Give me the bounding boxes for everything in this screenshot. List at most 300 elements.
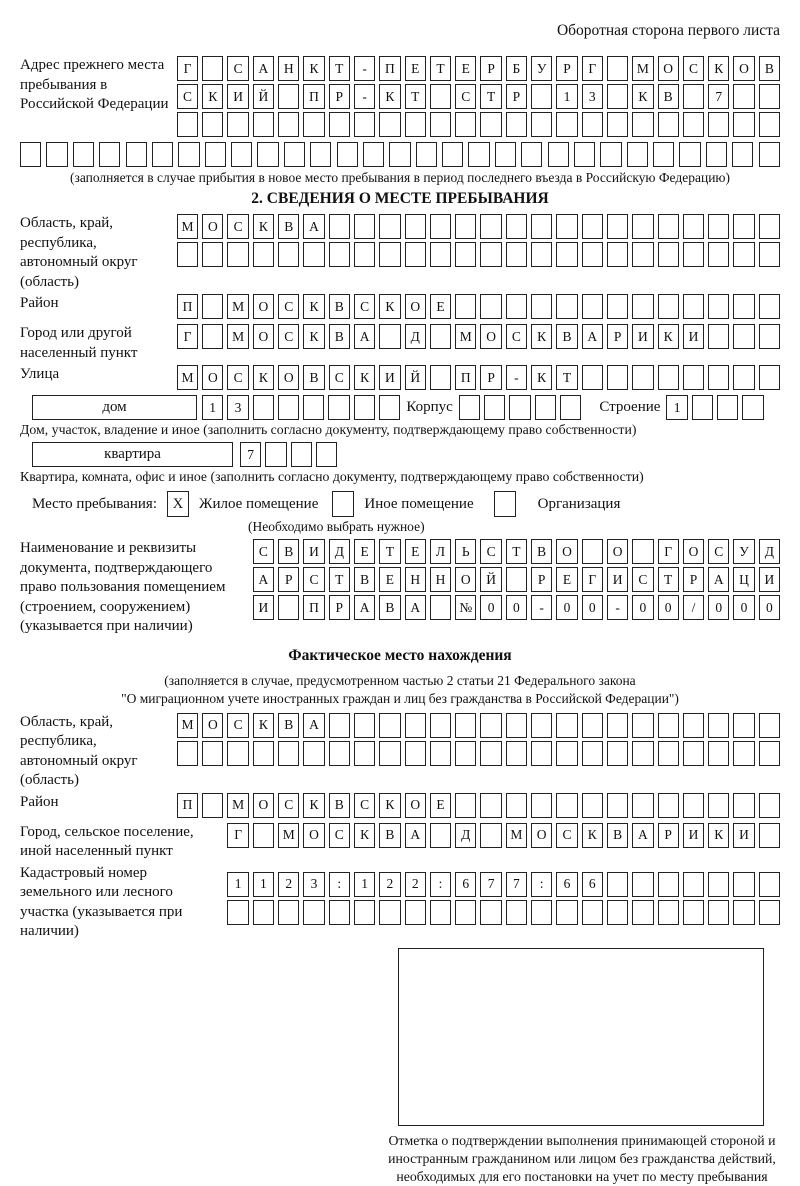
char-cell[interactable] [607, 112, 628, 137]
char-cell[interactable] [683, 294, 704, 319]
char-cell[interactable] [708, 713, 729, 738]
char-cell[interactable] [582, 793, 603, 818]
char-cell[interactable]: К [253, 365, 274, 390]
char-cell[interactable] [430, 741, 451, 766]
char-cell[interactable] [759, 84, 780, 109]
char-cell[interactable] [227, 242, 248, 267]
char-cell[interactable]: Е [405, 56, 426, 81]
char-cell[interactable]: С [329, 823, 350, 848]
char-cell[interactable]: И [227, 84, 248, 109]
char-cell[interactable]: С [227, 56, 248, 81]
char-cell[interactable] [658, 872, 679, 897]
char-cell[interactable]: В [556, 324, 577, 349]
checkbox-organizatsiya[interactable] [494, 491, 516, 517]
char-cell[interactable] [405, 741, 426, 766]
char-cell[interactable]: Е [430, 294, 451, 319]
char-cell[interactable]: 2 [278, 872, 299, 897]
char-cell[interactable]: Б [506, 56, 527, 81]
char-cell[interactable] [632, 214, 653, 239]
char-cell[interactable] [692, 395, 713, 420]
char-cell[interactable] [632, 900, 653, 925]
char-cell[interactable]: К [379, 84, 400, 109]
char-cell[interactable] [379, 741, 400, 766]
char-cell[interactable] [278, 741, 299, 766]
char-cell[interactable] [430, 324, 451, 349]
char-cell[interactable]: 0 [733, 595, 754, 620]
char-cell[interactable] [683, 872, 704, 897]
char-cell[interactable]: И [253, 595, 274, 620]
checkbox-inoe[interactable] [332, 491, 354, 517]
dom-box[interactable]: дом [32, 395, 197, 420]
char-cell[interactable] [328, 395, 349, 420]
char-cell[interactable] [607, 242, 628, 267]
char-cell[interactable] [582, 539, 603, 564]
char-cell[interactable] [416, 142, 437, 167]
char-cell[interactable] [278, 395, 299, 420]
char-cell[interactable]: М [455, 324, 476, 349]
char-cell[interactable] [708, 793, 729, 818]
char-cell[interactable] [683, 793, 704, 818]
char-cell[interactable] [556, 242, 577, 267]
char-cell[interactable]: Д [405, 324, 426, 349]
char-cell[interactable] [177, 242, 198, 267]
char-cell[interactable] [484, 395, 505, 420]
char-cell[interactable] [480, 713, 501, 738]
char-cell[interactable] [303, 395, 324, 420]
char-cell[interactable] [574, 142, 595, 167]
char-cell[interactable]: Т [329, 567, 350, 592]
char-cell[interactable] [430, 595, 451, 620]
char-cell[interactable] [265, 442, 286, 467]
char-cell[interactable] [531, 294, 552, 319]
char-cell[interactable]: В [278, 214, 299, 239]
char-cell[interactable]: - [531, 595, 552, 620]
char-cell[interactable]: В [278, 713, 299, 738]
char-cell[interactable]: - [354, 56, 375, 81]
char-cell[interactable]: П [177, 793, 198, 818]
char-cell[interactable]: Й [253, 84, 274, 109]
char-cell[interactable] [480, 793, 501, 818]
char-cell[interactable]: С [227, 214, 248, 239]
char-cell[interactable]: К [708, 56, 729, 81]
char-cell[interactable] [733, 741, 754, 766]
char-cell[interactable] [531, 214, 552, 239]
char-cell[interactable] [759, 823, 780, 848]
char-cell[interactable]: Е [379, 567, 400, 592]
char-cell[interactable] [632, 294, 653, 319]
char-cell[interactable] [607, 900, 628, 925]
char-cell[interactable]: 2 [379, 872, 400, 897]
char-cell[interactable]: Т [556, 365, 577, 390]
char-cell[interactable] [706, 142, 727, 167]
char-cell[interactable]: Е [354, 539, 375, 564]
char-cell[interactable] [556, 294, 577, 319]
char-cell[interactable] [582, 214, 603, 239]
char-cell[interactable] [683, 900, 704, 925]
char-cell[interactable] [531, 793, 552, 818]
char-cell[interactable] [329, 741, 350, 766]
char-cell[interactable]: А [253, 567, 274, 592]
char-cell[interactable] [354, 900, 375, 925]
char-cell[interactable]: П [303, 595, 324, 620]
char-cell[interactable] [759, 242, 780, 267]
char-cell[interactable] [329, 112, 350, 137]
char-cell[interactable]: 0 [658, 595, 679, 620]
char-cell[interactable] [733, 242, 754, 267]
char-cell[interactable] [759, 214, 780, 239]
char-cell[interactable] [177, 741, 198, 766]
char-cell[interactable] [531, 242, 552, 267]
char-cell[interactable] [430, 214, 451, 239]
char-cell[interactable]: / [683, 595, 704, 620]
char-cell[interactable]: К [632, 84, 653, 109]
char-cell[interactable]: 3 [303, 872, 324, 897]
char-cell[interactable] [531, 713, 552, 738]
char-cell[interactable]: О [733, 56, 754, 81]
char-cell[interactable]: Е [430, 793, 451, 818]
char-cell[interactable] [506, 793, 527, 818]
char-cell[interactable] [535, 395, 556, 420]
char-cell[interactable] [253, 900, 274, 925]
char-cell[interactable] [430, 713, 451, 738]
char-cell[interactable] [405, 900, 426, 925]
char-cell[interactable] [253, 395, 274, 420]
char-cell[interactable]: Р [329, 595, 350, 620]
char-cell[interactable] [46, 142, 67, 167]
char-cell[interactable] [658, 741, 679, 766]
char-cell[interactable] [506, 741, 527, 766]
char-cell[interactable] [632, 741, 653, 766]
char-cell[interactable] [733, 84, 754, 109]
kvartira-box[interactable]: квартира [32, 442, 233, 467]
char-cell[interactable]: К [531, 324, 552, 349]
char-cell[interactable]: К [253, 214, 274, 239]
char-cell[interactable]: У [733, 539, 754, 564]
char-cell[interactable] [653, 142, 674, 167]
char-cell[interactable] [202, 793, 223, 818]
char-cell[interactable] [556, 741, 577, 766]
char-cell[interactable]: Л [430, 539, 451, 564]
char-cell[interactable]: О [253, 294, 274, 319]
char-cell[interactable]: 0 [556, 595, 577, 620]
char-cell[interactable] [202, 56, 223, 81]
char-cell[interactable] [329, 214, 350, 239]
char-cell[interactable]: А [303, 713, 324, 738]
char-cell[interactable]: 0 [708, 595, 729, 620]
char-cell[interactable]: С [278, 294, 299, 319]
char-cell[interactable]: О [278, 365, 299, 390]
char-cell[interactable] [354, 741, 375, 766]
char-cell[interactable]: Г [227, 823, 248, 848]
char-cell[interactable] [354, 395, 375, 420]
char-cell[interactable]: М [278, 823, 299, 848]
char-cell[interactable]: С [708, 539, 729, 564]
char-cell[interactable]: : [329, 872, 350, 897]
char-cell[interactable]: К [582, 823, 603, 848]
char-cell[interactable] [708, 872, 729, 897]
char-cell[interactable] [607, 793, 628, 818]
char-cell[interactable]: П [177, 294, 198, 319]
char-cell[interactable]: : [531, 872, 552, 897]
char-cell[interactable] [506, 567, 527, 592]
char-cell[interactable] [227, 741, 248, 766]
char-cell[interactable]: 1 [202, 395, 223, 420]
char-cell[interactable] [717, 395, 738, 420]
char-cell[interactable]: Г [582, 567, 603, 592]
char-cell[interactable]: К [303, 294, 324, 319]
char-cell[interactable] [99, 142, 120, 167]
char-cell[interactable] [683, 214, 704, 239]
char-cell[interactable]: С [278, 324, 299, 349]
char-cell[interactable] [708, 214, 729, 239]
char-cell[interactable] [683, 242, 704, 267]
char-cell[interactable]: О [607, 539, 628, 564]
char-cell[interactable] [205, 142, 226, 167]
char-cell[interactable]: - [607, 595, 628, 620]
char-cell[interactable] [556, 713, 577, 738]
char-cell[interactable] [379, 112, 400, 137]
char-cell[interactable] [480, 900, 501, 925]
char-cell[interactable] [303, 112, 324, 137]
char-cell[interactable] [582, 713, 603, 738]
char-cell[interactable]: М [506, 823, 527, 848]
char-cell[interactable]: 7 [708, 84, 729, 109]
char-cell[interactable]: Д [759, 539, 780, 564]
char-cell[interactable] [607, 365, 628, 390]
char-cell[interactable]: О [303, 823, 324, 848]
char-cell[interactable]: М [177, 713, 198, 738]
char-cell[interactable]: К [354, 365, 375, 390]
char-cell[interactable] [152, 142, 173, 167]
char-cell[interactable] [759, 112, 780, 137]
char-cell[interactable]: 1 [354, 872, 375, 897]
char-cell[interactable]: В [607, 823, 628, 848]
char-cell[interactable] [73, 142, 94, 167]
char-cell[interactable]: О [658, 56, 679, 81]
char-cell[interactable]: К [379, 793, 400, 818]
char-cell[interactable] [253, 112, 274, 137]
char-cell[interactable] [658, 242, 679, 267]
char-cell[interactable]: И [683, 823, 704, 848]
char-cell[interactable] [683, 365, 704, 390]
char-cell[interactable]: А [632, 823, 653, 848]
char-cell[interactable]: А [708, 567, 729, 592]
char-cell[interactable] [379, 242, 400, 267]
char-cell[interactable] [303, 242, 324, 267]
char-cell[interactable]: 6 [455, 872, 476, 897]
char-cell[interactable]: Д [329, 539, 350, 564]
char-cell[interactable]: А [405, 823, 426, 848]
char-cell[interactable] [430, 112, 451, 137]
char-cell[interactable]: К [303, 56, 324, 81]
char-cell[interactable]: С [354, 793, 375, 818]
char-cell[interactable]: 1 [666, 395, 687, 420]
char-cell[interactable]: Р [658, 823, 679, 848]
char-cell[interactable]: С [480, 539, 501, 564]
char-cell[interactable]: И [303, 539, 324, 564]
char-cell[interactable] [733, 112, 754, 137]
char-cell[interactable] [354, 214, 375, 239]
char-cell[interactable]: С [227, 365, 248, 390]
char-cell[interactable] [379, 713, 400, 738]
char-cell[interactable]: О [405, 294, 426, 319]
char-cell[interactable] [607, 84, 628, 109]
char-cell[interactable]: Р [683, 567, 704, 592]
char-cell[interactable]: 3 [227, 395, 248, 420]
char-cell[interactable] [405, 713, 426, 738]
char-cell[interactable] [455, 242, 476, 267]
char-cell[interactable]: - [506, 365, 527, 390]
char-cell[interactable]: 1 [556, 84, 577, 109]
char-cell[interactable] [329, 713, 350, 738]
char-cell[interactable]: К [253, 713, 274, 738]
char-cell[interactable] [278, 900, 299, 925]
char-cell[interactable] [405, 214, 426, 239]
char-cell[interactable]: К [303, 324, 324, 349]
char-cell[interactable]: М [632, 56, 653, 81]
char-cell[interactable]: Й [405, 365, 426, 390]
char-cell[interactable] [227, 900, 248, 925]
char-cell[interactable] [759, 365, 780, 390]
char-cell[interactable] [468, 142, 489, 167]
char-cell[interactable] [658, 294, 679, 319]
char-cell[interactable]: 7 [240, 442, 261, 467]
char-cell[interactable]: К [354, 823, 375, 848]
char-cell[interactable]: В [759, 56, 780, 81]
char-cell[interactable] [607, 872, 628, 897]
char-cell[interactable]: В [379, 595, 400, 620]
char-cell[interactable] [227, 112, 248, 137]
char-cell[interactable]: О [531, 823, 552, 848]
char-cell[interactable]: 2 [405, 872, 426, 897]
char-cell[interactable] [178, 142, 199, 167]
char-cell[interactable] [354, 242, 375, 267]
char-cell[interactable] [455, 741, 476, 766]
char-cell[interactable] [278, 242, 299, 267]
char-cell[interactable]: О [480, 324, 501, 349]
char-cell[interactable] [531, 112, 552, 137]
char-cell[interactable] [733, 324, 754, 349]
char-cell[interactable]: М [177, 365, 198, 390]
char-cell[interactable] [310, 142, 331, 167]
char-cell[interactable]: А [253, 56, 274, 81]
char-cell[interactable]: Н [278, 56, 299, 81]
char-cell[interactable] [480, 214, 501, 239]
char-cell[interactable] [495, 142, 516, 167]
char-cell[interactable]: Е [556, 567, 577, 592]
char-cell[interactable] [253, 242, 274, 267]
char-cell[interactable] [455, 294, 476, 319]
char-cell[interactable] [742, 395, 763, 420]
char-cell[interactable] [379, 395, 400, 420]
char-cell[interactable]: Т [480, 84, 501, 109]
char-cell[interactable]: В [354, 567, 375, 592]
char-cell[interactable]: О [202, 214, 223, 239]
char-cell[interactable]: 0 [506, 595, 527, 620]
char-cell[interactable] [658, 214, 679, 239]
char-cell[interactable] [632, 793, 653, 818]
char-cell[interactable]: Т [405, 84, 426, 109]
char-cell[interactable]: 7 [480, 872, 501, 897]
char-cell[interactable]: К [303, 793, 324, 818]
char-cell[interactable] [455, 112, 476, 137]
char-cell[interactable]: 6 [556, 872, 577, 897]
char-cell[interactable]: : [430, 872, 451, 897]
char-cell[interactable]: Р [607, 324, 628, 349]
char-cell[interactable]: В [379, 823, 400, 848]
char-cell[interactable] [632, 539, 653, 564]
char-cell[interactable]: М [227, 793, 248, 818]
char-cell[interactable] [506, 214, 527, 239]
char-cell[interactable]: С [354, 294, 375, 319]
char-cell[interactable]: И [607, 567, 628, 592]
char-cell[interactable] [627, 142, 648, 167]
char-cell[interactable]: А [582, 324, 603, 349]
char-cell[interactable]: Р [480, 56, 501, 81]
char-cell[interactable] [708, 112, 729, 137]
char-cell[interactable]: В [303, 365, 324, 390]
char-cell[interactable] [303, 900, 324, 925]
char-cell[interactable] [20, 142, 41, 167]
char-cell[interactable] [658, 713, 679, 738]
char-cell[interactable] [202, 294, 223, 319]
char-cell[interactable] [708, 741, 729, 766]
char-cell[interactable]: Г [582, 56, 603, 81]
char-cell[interactable]: А [354, 324, 375, 349]
char-cell[interactable] [379, 900, 400, 925]
char-cell[interactable]: А [303, 214, 324, 239]
char-cell[interactable] [607, 294, 628, 319]
char-cell[interactable]: П [379, 56, 400, 81]
char-cell[interactable]: 0 [480, 595, 501, 620]
char-cell[interactable] [548, 142, 569, 167]
char-cell[interactable] [733, 214, 754, 239]
char-cell[interactable] [759, 294, 780, 319]
char-cell[interactable]: С [632, 567, 653, 592]
char-cell[interactable] [632, 112, 653, 137]
char-cell[interactable]: 0 [759, 595, 780, 620]
char-cell[interactable]: О [202, 365, 223, 390]
char-cell[interactable]: Р [531, 567, 552, 592]
char-cell[interactable] [658, 112, 679, 137]
char-cell[interactable] [683, 741, 704, 766]
char-cell[interactable]: И [683, 324, 704, 349]
char-cell[interactable]: В [329, 793, 350, 818]
char-cell[interactable] [509, 395, 530, 420]
char-cell[interactable]: С [278, 793, 299, 818]
char-cell[interactable] [733, 900, 754, 925]
char-cell[interactable] [708, 900, 729, 925]
char-cell[interactable] [632, 242, 653, 267]
char-cell[interactable] [708, 294, 729, 319]
char-cell[interactable]: К [379, 294, 400, 319]
char-cell[interactable] [607, 741, 628, 766]
char-cell[interactable]: Ь [455, 539, 476, 564]
char-cell[interactable] [506, 294, 527, 319]
char-cell[interactable]: С [303, 567, 324, 592]
char-cell[interactable] [632, 872, 653, 897]
char-cell[interactable] [683, 112, 704, 137]
char-cell[interactable] [480, 112, 501, 137]
char-cell[interactable] [126, 142, 147, 167]
char-cell[interactable] [480, 823, 501, 848]
char-cell[interactable] [759, 793, 780, 818]
char-cell[interactable]: С [506, 324, 527, 349]
char-cell[interactable]: К [531, 365, 552, 390]
char-cell[interactable]: О [556, 539, 577, 564]
char-cell[interactable] [337, 142, 358, 167]
char-cell[interactable]: О [253, 324, 274, 349]
